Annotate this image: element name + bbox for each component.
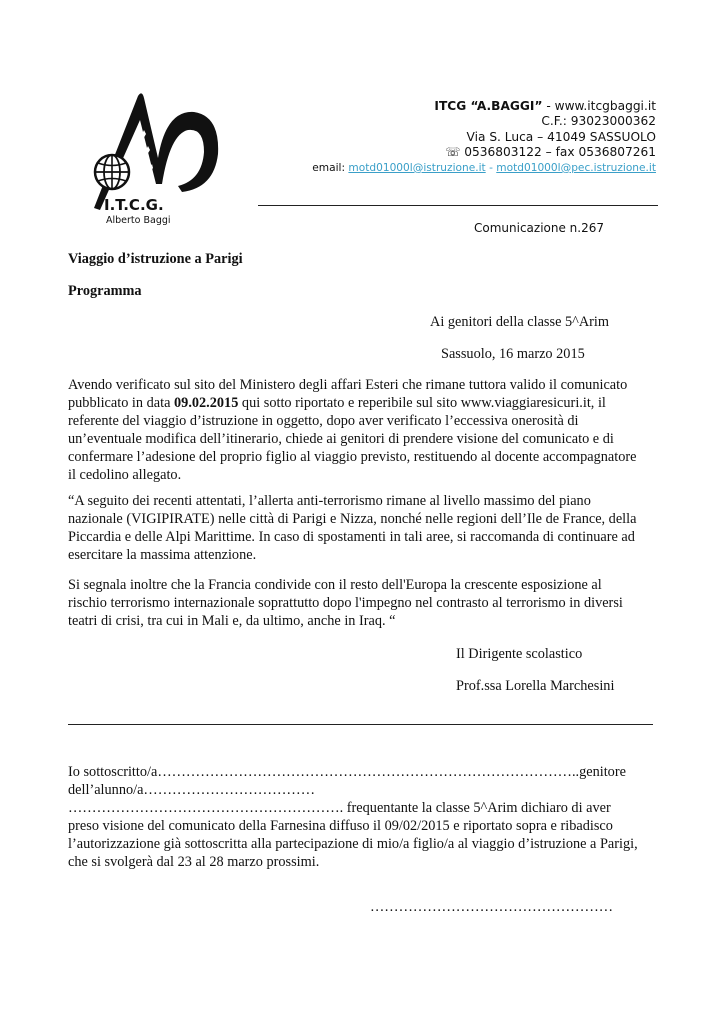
communication-number: Comunicazione n.267	[474, 221, 605, 235]
cut-line	[68, 724, 653, 725]
school-address: Via S. Luca – 41049 SASSUOLO	[466, 129, 656, 144]
program-heading: Programma	[68, 283, 142, 299]
communique-date: 09.02.2015	[174, 395, 239, 411]
school-phone-fax: 0536803122 – fax 0536807261	[464, 145, 656, 160]
recipients: Ai genitori della classe 5^Arim	[430, 314, 610, 330]
telephone-icon: ☏	[445, 145, 461, 160]
paragraph-intro: Avendo verificato sul sito del Ministero degli affari Esteri che rimane tuttora valido il comunicato pubblicato in data 09.02.2015 qui sotto riportato e reperibile sul sito www.viaggiaresicuri.it, il referente del viaggio d’istruzione in oggetto, dopo aver verificato l’eccessiva onerosità di un’eventuale modifica dell’itinerario, chiede ai genitori di prendere visione del comunicato e di confermare l’adesione del proprio figlio al viaggio previsto, restituendo al docente accompagnatore il cedolino allegato.	[68, 377, 637, 483]
logo-m-shape-icon	[94, 93, 218, 210]
logo-name-text: Alberto Baggi	[106, 215, 171, 226]
header-line-school	[312, 99, 656, 114]
parent-signature-line: ……………………………………………	[370, 899, 614, 915]
signature-role: Il Dirigente scolastico	[456, 646, 583, 662]
header-divider	[258, 205, 658, 206]
email-label: email:	[312, 161, 346, 174]
school-header	[312, 99, 656, 176]
email-link-istruzione[interactable]: motd01000l@istruzione.it	[348, 161, 486, 174]
form-line-parent: Io sottoscritto/a……………………………………………………………………………..genitore	[68, 764, 626, 780]
return-slip: Io sottoscritto/a……………………………………………………………………………..genitore dell’alunno/a……………………………… …………………………………………………. frequentante la classe 5^Arim dichiaro di aver preso visione del comunicato della Farnesina diffuso il 09/02/2015 e riportato sopra e ribadisco l’autorizzazione già sottoscritta alla partecipazione di mio/a figlio/a al viaggio d’istruzione a Parigi, che si svolgerà dal 23 al 28 marzo prossimi.	[68, 763, 668, 871]
paragraph-warning: Si segnala inoltre che la Francia condivide con il resto dell'Europa la crescente esposizione al rischio terrorismo internazionale soprattutto dopo l'impegno nel contrasto al terrorismo in diversi teatri di crisi, tra cui in Mali e, da ultimo, anche in Iraq. “	[68, 577, 623, 629]
form-line-student: dell’alunno/a………………………………	[68, 782, 315, 798]
place-date: Sassuolo, 16 marzo 2015	[441, 346, 585, 362]
school-logo	[86, 84, 222, 226]
paragraph-quote: “A seguito dei recenti attentati, l’allerta anti-terrorismo rimane al livello massimo del piano nazionale (VIGIPIRATE) nelle città di Parigi e Nizza, nonché nelle regioni dell’Ile de France, della Piccardia e delle Alpi Marittime. In caso di spostamenti in tali aree, si raccomanda di continuare ad esercitare la massima attenzione.	[68, 493, 637, 563]
email-link-pec[interactable]: motd01000l@pec.istruzione.it	[496, 161, 656, 174]
header-line-phone	[312, 145, 656, 160]
form-line-class: …………………………………………………. frequentante la classe 5^Arim dichiaro di aver	[68, 800, 611, 816]
document-subject: Viaggio d’istruzione a Parigi	[68, 251, 243, 267]
logo-itcg-text: I.T.C.G.	[104, 196, 164, 214]
header-dash: -	[546, 99, 551, 113]
signature-name: Prof.ssa Lorella Marchesini	[456, 678, 615, 694]
header-line-email	[312, 161, 656, 176]
school-name: ITCG “A.BAGGI”	[434, 99, 543, 113]
school-website[interactable]: www.itcgbaggi.it	[554, 99, 656, 113]
globe-icon	[95, 155, 129, 189]
email-separator: -	[489, 161, 493, 174]
school-cf: C.F.: 93023000362	[541, 114, 656, 129]
